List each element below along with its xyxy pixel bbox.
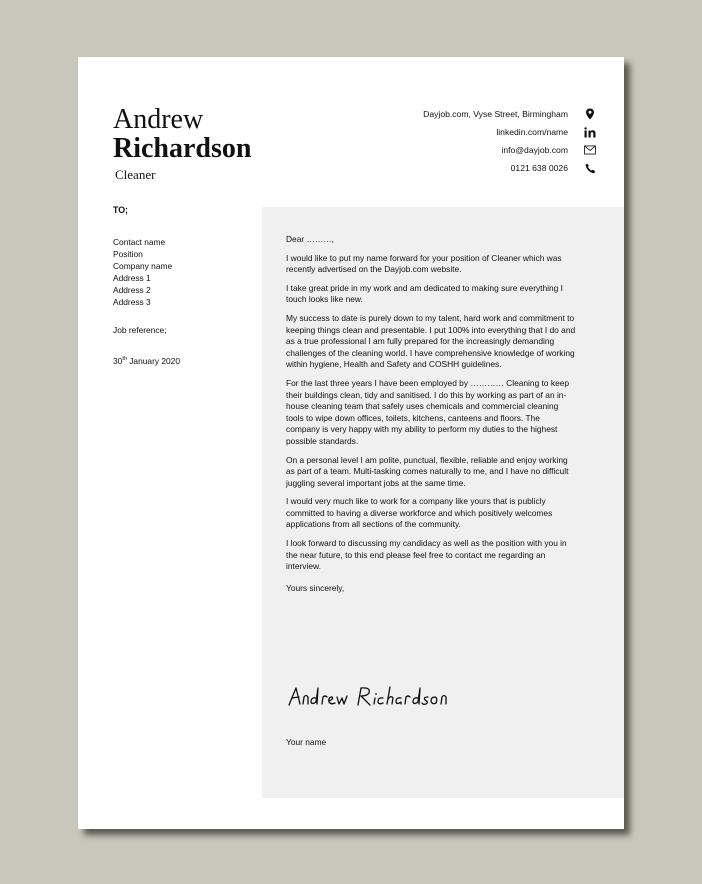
contact-address-text: Dayjob.com, Vyse Street, Birmingham [423,109,568,119]
date-day: 30 [113,356,123,366]
letter-body-panel [262,207,624,798]
date-rest: January 2020 [126,356,181,366]
your-name-label: Your name [286,737,327,747]
first-name: Andrew [113,104,204,135]
contact-email [314,141,574,159]
recipient-contact-name: Contact name [113,237,166,247]
recipient-address-1: Address 1 [113,273,151,283]
contact-address [314,105,574,123]
recipient-position: Position [113,249,143,259]
date-suffix: th [122,356,127,363]
letter-body [286,234,576,601]
to-label: TO; [113,205,128,215]
recipient-company: Company name [113,261,173,271]
paragraph-7: I look forward to discussing my candidacy as well as the position with you in the near future, to this end please feel free to contact me regarding an interview. [286,538,567,572]
paragraph-1: I would like to put my name forward for your position of Cleaner which was recently advertised on the Dayjob.com website. [286,252,562,275]
phone-icon [584,162,596,174]
last-name: Richardson [113,133,252,164]
job-title: Cleaner [115,167,156,182]
contact-linkedin-text: linkedin.com/name [496,127,568,137]
contact-linkedin [314,123,574,141]
recipient-address-3: Address 3 [113,297,151,307]
location-pin-icon [584,108,596,120]
recipient-address [113,236,172,308]
recipient-address-2: Address 2 [113,285,151,295]
paragraph-6: I would very much like to work for a company like yours that is publicly committed to having a diverse workforce and which positively welcomes applications from all sections of the community. [286,496,553,530]
envelope-icon [584,144,596,156]
job-reference: Job reference; [113,325,167,335]
contact-phone [314,159,574,177]
contact-block [314,105,574,177]
letter-date [113,356,180,366]
paragraph-2: I take great pride in my work and am dedicated to making sure everything I touch looks like new. [286,282,563,305]
paragraph-3: My success to date is purely down to my talent, hard work and commitment to keeping things clean and presentable. I put 100% into everything that I do and as a true professional I am fully prepared for the increasingly demanding challenges of the cleaning world. I have comprehensive knowledge of working within hygiene, Health and Safety and COSHH guidelines. [286,312,576,370]
paragraph-4: For the last three years I have been employed by ………… Cleaning to keep their buildings clean, tidy and sanitised. I do this by working as part of an in-house cleaning team that safely uses chemicals and commercial cleaning tools to wipe down offices, toilets, kitchens, canteens and floors. The company is very happy with my ability to perform my duties to the highest possible standards. [286,377,570,446]
linkedin-icon [584,126,596,138]
cover-letter-page [78,57,624,829]
contact-phone-text: 0121 638 0026 [510,163,568,173]
closing: Yours sincerely, [286,582,345,593]
paragraph-5: On a personal level I am polite, punctual, flexible, reliable and enjoy working as part of a team. Multi-tasking comes naturally to me, and I have no difficult juggling several important jobs at the same time. [286,454,569,488]
salutation: Dear ………, [286,234,334,244]
contact-email-text: info@dayjob.com [501,145,568,155]
handwritten-signature [286,683,486,713]
